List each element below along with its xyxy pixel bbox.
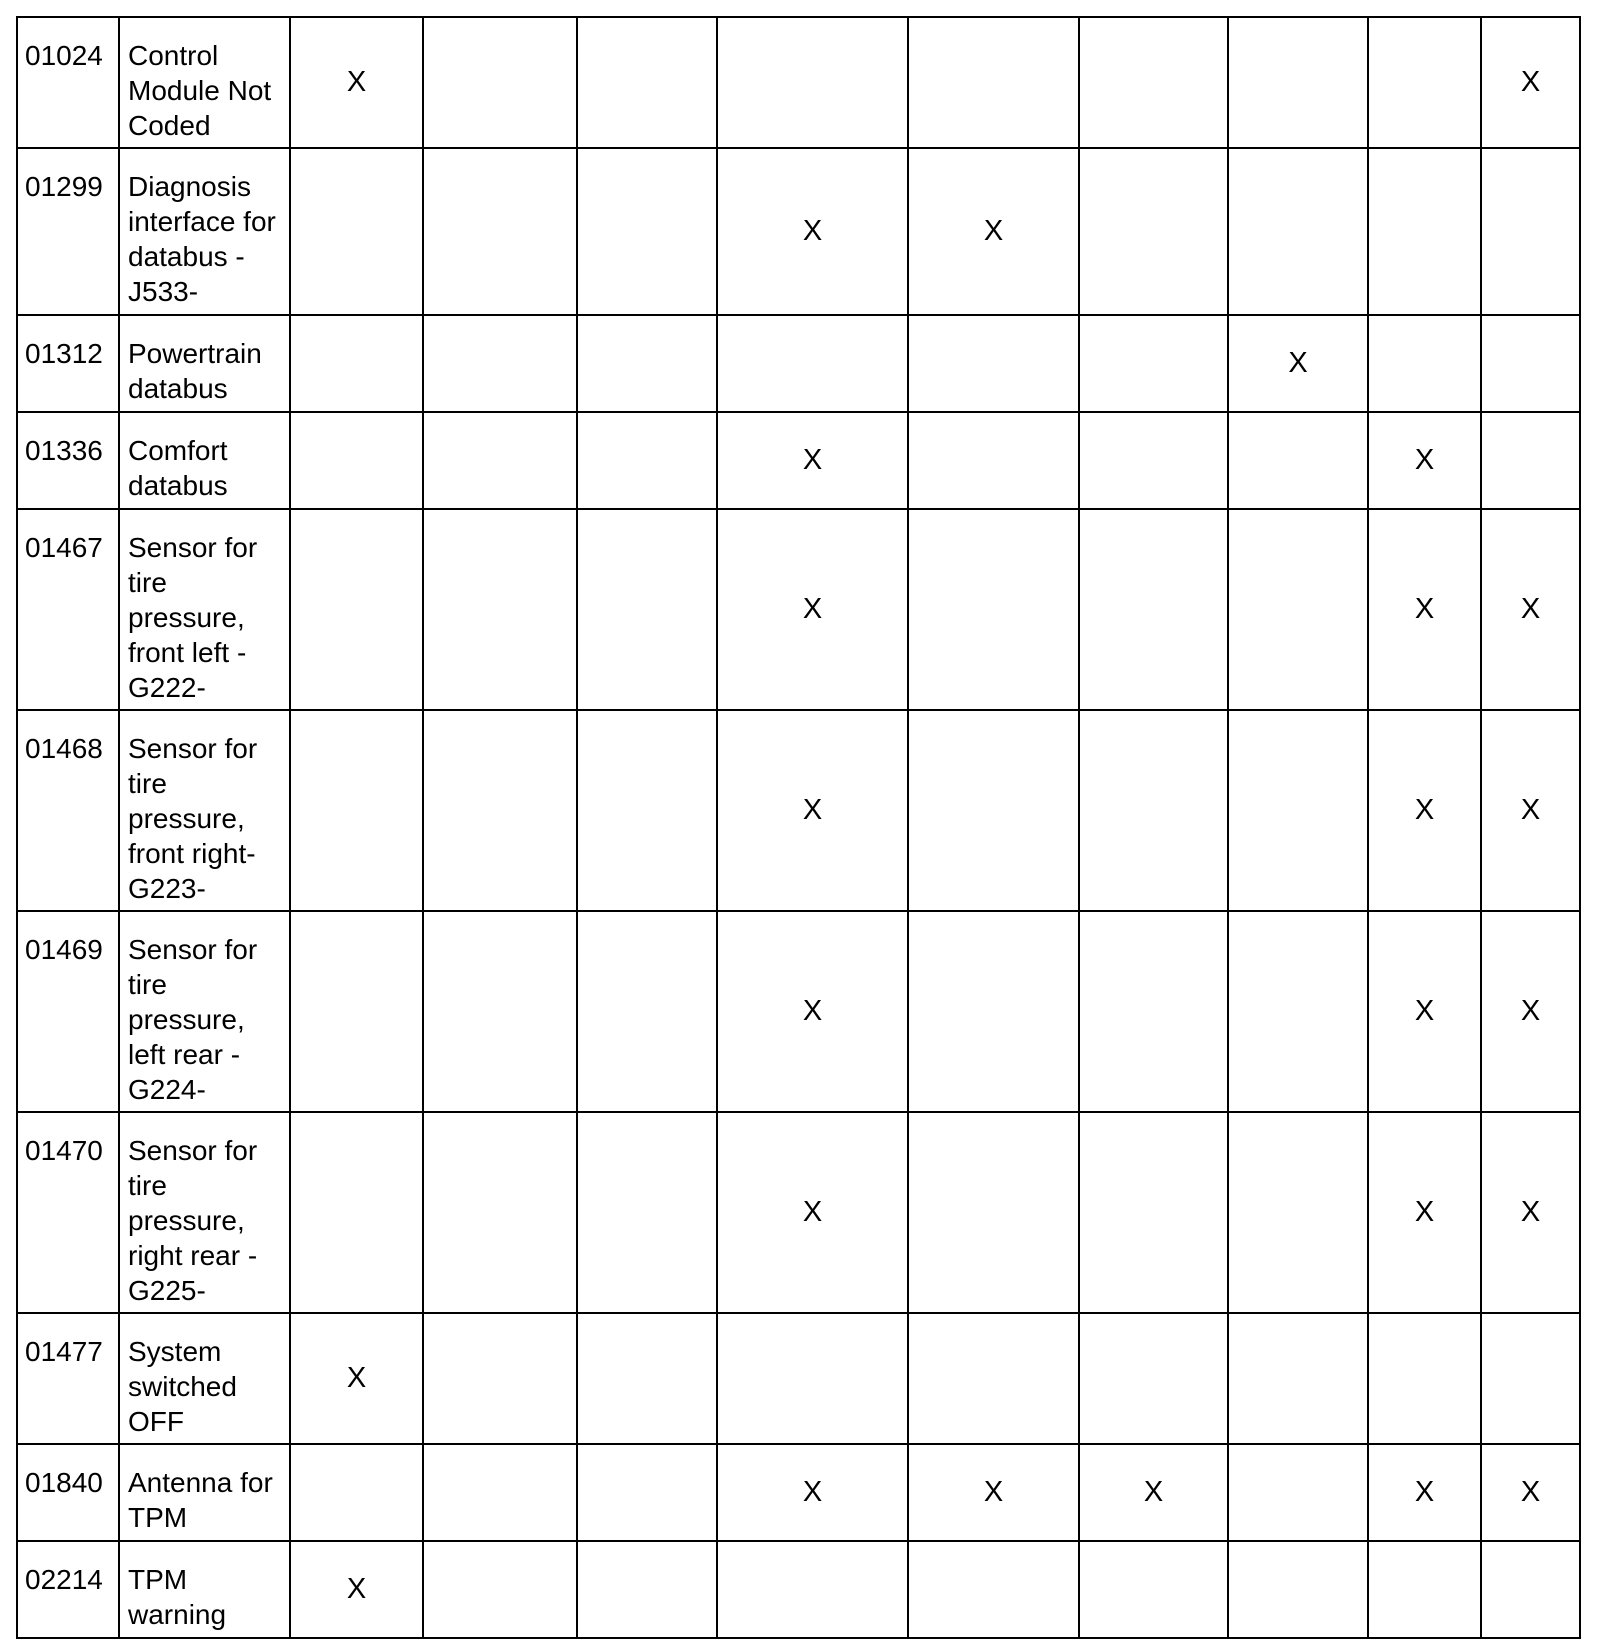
check-mark-cell: X — [290, 1313, 423, 1444]
dtc-description-cell: Sensor for tire pressure, left rear -G224- — [119, 911, 290, 1112]
dtc-code-cell: 01467 — [17, 509, 119, 710]
dtc-table — [16, 16, 1581, 1639]
empty-cell — [1228, 17, 1368, 148]
check-mark-cell: X — [717, 911, 908, 1112]
table-row — [17, 710, 1580, 911]
check-mark-cell: X — [1481, 509, 1580, 710]
table-row — [17, 1541, 1580, 1638]
empty-cell — [908, 412, 1079, 509]
dtc-description-cell: System switched OFF — [119, 1313, 290, 1444]
empty-cell — [1079, 509, 1228, 710]
check-mark-cell: X — [1228, 315, 1368, 412]
empty-cell — [290, 412, 423, 509]
check-mark-cell: X — [1368, 1112, 1481, 1313]
empty-cell — [1079, 911, 1228, 1112]
check-mark-cell: X — [1368, 412, 1481, 509]
check-mark-cell: X — [717, 710, 908, 911]
empty-cell — [1079, 17, 1228, 148]
empty-cell — [908, 911, 1079, 1112]
table-row — [17, 148, 1580, 315]
dtc-code-cell: 01468 — [17, 710, 119, 911]
table-row — [17, 1112, 1580, 1313]
check-mark-cell: X — [1368, 911, 1481, 1112]
dtc-description-cell: Diagnosis interface for databus -J533- — [119, 148, 290, 315]
empty-cell — [1481, 1541, 1580, 1638]
dtc-description-cell: Sensor for tire pressure, right rear -G225- — [119, 1112, 290, 1313]
empty-cell — [1228, 412, 1368, 509]
empty-cell — [577, 17, 717, 148]
empty-cell — [1368, 1313, 1481, 1444]
empty-cell — [1481, 1313, 1580, 1444]
empty-cell — [423, 315, 577, 412]
dtc-code-cell: 01470 — [17, 1112, 119, 1313]
empty-cell — [1481, 148, 1580, 315]
empty-cell — [577, 1313, 717, 1444]
empty-cell — [423, 17, 577, 148]
empty-cell — [423, 1313, 577, 1444]
check-mark-cell: X — [908, 148, 1079, 315]
empty-cell — [1079, 315, 1228, 412]
check-mark-cell: X — [290, 17, 423, 148]
dtc-description-cell: Antenna for TPM — [119, 1444, 290, 1541]
empty-cell — [290, 710, 423, 911]
check-mark-cell: X — [1368, 1444, 1481, 1541]
empty-cell — [1228, 1541, 1368, 1638]
check-mark-cell: X — [290, 1541, 423, 1638]
empty-cell — [717, 1541, 908, 1638]
empty-cell — [290, 148, 423, 315]
empty-cell — [1079, 1541, 1228, 1638]
empty-cell — [908, 710, 1079, 911]
empty-cell — [717, 17, 908, 148]
empty-cell — [1228, 1444, 1368, 1541]
check-mark-cell: X — [1481, 17, 1580, 148]
dtc-code-cell: 01840 — [17, 1444, 119, 1541]
empty-cell — [1228, 148, 1368, 315]
table-row — [17, 315, 1580, 412]
table-row — [17, 17, 1580, 148]
empty-cell — [577, 1444, 717, 1541]
empty-cell — [423, 1112, 577, 1313]
empty-cell — [423, 509, 577, 710]
empty-cell — [717, 315, 908, 412]
empty-cell — [717, 1313, 908, 1444]
empty-cell — [577, 1541, 717, 1638]
empty-cell — [423, 710, 577, 911]
dtc-description-cell: Sensor for tire pressure, front left -G222- — [119, 509, 290, 710]
check-mark-cell: X — [1368, 509, 1481, 710]
empty-cell — [423, 1444, 577, 1541]
dtc-table-body — [17, 17, 1580, 1638]
empty-cell — [1481, 315, 1580, 412]
empty-cell — [577, 148, 717, 315]
check-mark-cell: X — [717, 1444, 908, 1541]
empty-cell — [1079, 1313, 1228, 1444]
check-mark-cell: X — [1368, 710, 1481, 911]
dtc-code-cell: 02214 — [17, 1541, 119, 1638]
empty-cell — [423, 911, 577, 1112]
dtc-code-cell: 01299 — [17, 148, 119, 315]
check-mark-cell: X — [1481, 911, 1580, 1112]
empty-cell — [908, 509, 1079, 710]
dtc-description-cell: Control Module Not Coded — [119, 17, 290, 148]
check-mark-cell: X — [1481, 1112, 1580, 1313]
empty-cell — [290, 315, 423, 412]
dtc-description-cell: Powertrain databus — [119, 315, 290, 412]
empty-cell — [908, 1313, 1079, 1444]
empty-cell — [908, 315, 1079, 412]
empty-cell — [908, 1112, 1079, 1313]
empty-cell — [1368, 148, 1481, 315]
empty-cell — [1481, 412, 1580, 509]
empty-cell — [1228, 911, 1368, 1112]
empty-cell — [1079, 710, 1228, 911]
check-mark-cell: X — [717, 412, 908, 509]
dtc-description-cell: Sensor for tire pressure, front right-G223- — [119, 710, 290, 911]
dtc-code-cell: 01477 — [17, 1313, 119, 1444]
empty-cell — [423, 148, 577, 315]
check-mark-cell: X — [717, 509, 908, 710]
table-row — [17, 509, 1580, 710]
empty-cell — [423, 412, 577, 509]
table-row — [17, 1444, 1580, 1541]
empty-cell — [577, 710, 717, 911]
empty-cell — [1228, 1112, 1368, 1313]
table-row — [17, 911, 1580, 1112]
check-mark-cell: X — [1481, 710, 1580, 911]
empty-cell — [1079, 1112, 1228, 1313]
dtc-code-cell: 01469 — [17, 911, 119, 1112]
empty-cell — [1079, 412, 1228, 509]
empty-cell — [577, 509, 717, 710]
empty-cell — [1228, 509, 1368, 710]
empty-cell — [1368, 1541, 1481, 1638]
empty-cell — [290, 1112, 423, 1313]
dtc-description-cell: Comfort databus — [119, 412, 290, 509]
empty-cell — [908, 17, 1079, 148]
empty-cell — [577, 412, 717, 509]
check-mark-cell: X — [908, 1444, 1079, 1541]
empty-cell — [1228, 1313, 1368, 1444]
table-row — [17, 412, 1580, 509]
check-mark-cell: X — [717, 148, 908, 315]
dtc-code-cell: 01336 — [17, 412, 119, 509]
dtc-description-cell: TPM warning — [119, 1541, 290, 1638]
check-mark-cell: X — [717, 1112, 908, 1313]
empty-cell — [290, 509, 423, 710]
empty-cell — [577, 315, 717, 412]
dtc-code-cell: 01312 — [17, 315, 119, 412]
dtc-code-cell: 01024 — [17, 17, 119, 148]
table-row — [17, 1313, 1580, 1444]
check-mark-cell: X — [1079, 1444, 1228, 1541]
empty-cell — [908, 1541, 1079, 1638]
empty-cell — [290, 911, 423, 1112]
empty-cell — [1228, 710, 1368, 911]
empty-cell — [577, 1112, 717, 1313]
check-mark-cell: X — [1481, 1444, 1580, 1541]
empty-cell — [1079, 148, 1228, 315]
empty-cell — [423, 1541, 577, 1638]
empty-cell — [1368, 315, 1481, 412]
empty-cell — [577, 911, 717, 1112]
empty-cell — [1368, 17, 1481, 148]
empty-cell — [290, 1444, 423, 1541]
